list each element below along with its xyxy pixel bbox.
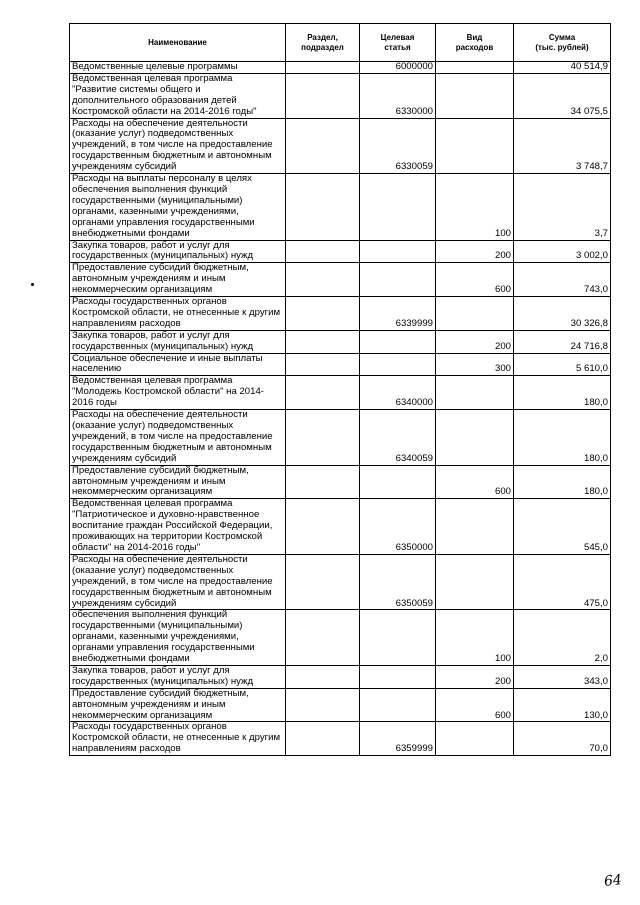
- row-target: [360, 174, 436, 240]
- row-section: [286, 499, 360, 555]
- table-row: [70, 499, 611, 555]
- row-target: 6000000: [360, 62, 436, 74]
- scan-dot: [31, 283, 34, 286]
- row-section: [286, 554, 360, 610]
- header-name: Наименование: [70, 24, 286, 62]
- table-row: [70, 62, 611, 74]
- table-row: [70, 73, 611, 118]
- row-target: [360, 330, 436, 353]
- table-row: [70, 297, 611, 331]
- table-row: [70, 554, 611, 610]
- table-row: [70, 174, 611, 240]
- row-type: 200: [436, 665, 514, 688]
- row-section: [286, 722, 360, 756]
- row-section: [286, 610, 360, 666]
- row-name: Расходы на обеспечение деятельности (оказание услуг) подведомственных учреждений, в том числе на предоставление государственным бюджетным и автономным учреждениям субсидий: [70, 410, 286, 466]
- row-name: Предоставление субсидий бюджетным, автономным учреждениям и иным некоммерческим организациям: [70, 263, 286, 297]
- row-name: Ведомственная целевая программа "Молодежь Костромской области" на 2014- 2016 годы: [70, 376, 286, 410]
- row-sum: 545,0: [514, 499, 611, 555]
- row-type: [436, 554, 514, 610]
- row-target: [360, 240, 436, 263]
- table-row: [70, 330, 611, 353]
- row-section: [286, 688, 360, 722]
- row-target: [360, 688, 436, 722]
- row-target: 6330000: [360, 73, 436, 118]
- row-target: 6339999: [360, 297, 436, 331]
- table-row: [70, 240, 611, 263]
- table-row: [70, 410, 611, 466]
- row-type: [436, 73, 514, 118]
- row-name: Закупка товаров, работ и услуг для государственных (муниципальных) нужд: [70, 665, 286, 688]
- row-sum: 743,0: [514, 263, 611, 297]
- row-section: [286, 665, 360, 688]
- row-sum: 30 326,8: [514, 297, 611, 331]
- row-type: 600: [436, 263, 514, 297]
- row-name: Социальное обеспечение и иные выплаты населению: [70, 353, 286, 376]
- row-type: [436, 376, 514, 410]
- row-target: 6350059: [360, 554, 436, 610]
- row-sum: 5 610,0: [514, 353, 611, 376]
- row-sum: 180,0: [514, 465, 611, 499]
- header-row: [70, 24, 611, 62]
- row-name: Расходы на обеспечение деятельности (оказание услуг) подведомственных учреждений, в том числе на предоставление государственным бюджетным и автономным учреждениям субсидий: [70, 118, 286, 174]
- row-sum: 343,0: [514, 665, 611, 688]
- table-row: [70, 118, 611, 174]
- header-type: Вид расходов: [436, 24, 514, 62]
- row-section: [286, 376, 360, 410]
- row-target: 6330059: [360, 118, 436, 174]
- row-sum: 180,0: [514, 376, 611, 410]
- row-name: обеспечения выполнения функций государственными (муниципальными) органами, казенными учреждениями, органами управления государственными внебюджетными фондами: [70, 610, 286, 666]
- row-type: [436, 499, 514, 555]
- row-type: 100: [436, 174, 514, 240]
- header-section: Раздел, подраздел: [286, 24, 360, 62]
- row-sum: 130,0: [514, 688, 611, 722]
- row-type: 300: [436, 353, 514, 376]
- row-type: 200: [436, 330, 514, 353]
- row-target: 6350000: [360, 499, 436, 555]
- row-sum: 3 002,0: [514, 240, 611, 263]
- table-row: [70, 610, 611, 666]
- budget-table: [69, 23, 611, 756]
- row-target: [360, 263, 436, 297]
- table-row: [70, 376, 611, 410]
- row-sum: 180,0: [514, 410, 611, 466]
- row-target: 6340000: [360, 376, 436, 410]
- table-row: [70, 722, 611, 756]
- row-section: [286, 62, 360, 74]
- row-name: Расходы государственных органов Костромской области, не отнесенные к другим направлениям расходов: [70, 722, 286, 756]
- row-sum: 34 075,5: [514, 73, 611, 118]
- row-type: [436, 410, 514, 466]
- row-section: [286, 174, 360, 240]
- row-section: [286, 410, 360, 466]
- row-sum: 2,0: [514, 610, 611, 666]
- row-type: 600: [436, 465, 514, 499]
- row-sum: 24 716,8: [514, 330, 611, 353]
- table-row: [70, 353, 611, 376]
- row-target: 6359999: [360, 722, 436, 756]
- row-section: [286, 240, 360, 263]
- row-type: [436, 297, 514, 331]
- row-type: 200: [436, 240, 514, 263]
- row-sum: 3,7: [514, 174, 611, 240]
- row-section: [286, 353, 360, 376]
- row-type: 100: [436, 610, 514, 666]
- row-name: Расходы государственных органов Костромской области, не отнесенные к другим направлениям расходов: [70, 297, 286, 331]
- row-section: [286, 297, 360, 331]
- table-row: [70, 665, 611, 688]
- row-section: [286, 263, 360, 297]
- row-sum: 70,0: [514, 722, 611, 756]
- row-name: Предоставление субсидий бюджетным, автономным учреждениям и иным некоммерческим организациям: [70, 465, 286, 499]
- row-name: Ведомственная целевая программа "Развитие системы общего и дополнительного образования детей Костромской области на 2014-2016 годы": [70, 73, 286, 118]
- table-row: [70, 465, 611, 499]
- row-section: [286, 118, 360, 174]
- row-name: Ведомственные целевые программы: [70, 62, 286, 74]
- row-sum: 475,0: [514, 554, 611, 610]
- row-section: [286, 465, 360, 499]
- row-target: 6340059: [360, 410, 436, 466]
- row-sum: 40 514,9: [514, 62, 611, 74]
- row-name: Ведомственная целевая программа "Патриотическое и духовно-нравственное воспитание граждан Российской Федерации, проживающих на территории Костромской области" на 2014-2016 годы": [70, 499, 286, 555]
- table-row: [70, 688, 611, 722]
- row-section: [286, 330, 360, 353]
- header-target: Целевая статья: [360, 24, 436, 62]
- row-section: [286, 73, 360, 118]
- row-type: [436, 62, 514, 74]
- row-type: [436, 722, 514, 756]
- row-target: [360, 610, 436, 666]
- table-row: [70, 263, 611, 297]
- row-name: Закупка товаров, работ и услуг для государственных (муниципальных) нужд: [70, 240, 286, 263]
- row-type: [436, 118, 514, 174]
- table-body: [70, 62, 611, 756]
- row-name: Закупка товаров, работ и услуг для государственных (муниципальных) нужд: [70, 330, 286, 353]
- row-target: [360, 353, 436, 376]
- row-target: [360, 665, 436, 688]
- header-sum: Сумма (тыс. рублей): [514, 24, 611, 62]
- row-name: Предоставление субсидий бюджетным, автономным учреждениям и иным некоммерческим организациям: [70, 688, 286, 722]
- row-sum: 3 748,7: [514, 118, 611, 174]
- row-name: Расходы на обеспечение деятельности (оказание услуг) подведомственных учреждений, в том числе на предоставление государственным бюджетным и автономным учреждениям субсидий: [70, 554, 286, 610]
- row-target: [360, 465, 436, 499]
- page-number: 64: [603, 872, 623, 890]
- row-type: 600: [436, 688, 514, 722]
- row-name: Расходы на выплаты персоналу в целях обеспечения выполнения функций государственными (муниципальными) органами, казенными учреждениями, органами управления государственными внебюджетными фондами: [70, 174, 286, 240]
